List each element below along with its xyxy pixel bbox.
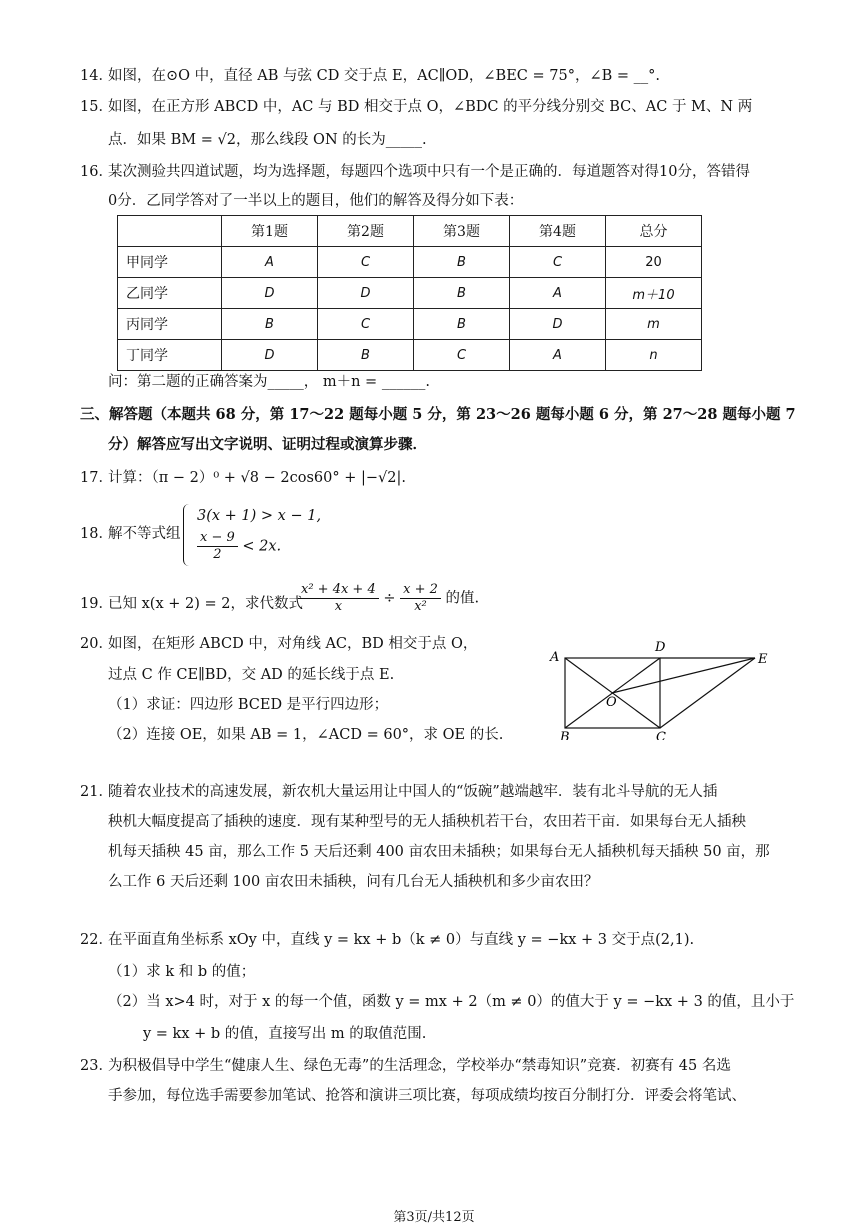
label-O: O [606,695,617,710]
question-19-expression [298,582,479,615]
page-footer: 第3页/共12页 [393,1210,475,1225]
question-number: 22． [80,932,113,948]
fraction-numerator: x + 2 [400,582,441,599]
label-C: C [656,730,666,740]
question-number: 19． [80,596,113,612]
table-cell: C [414,340,510,371]
table-cell: m＋10 [606,278,702,309]
question-text: 某次测验共四道试题，均为选择题，每题四个选项中只有一个是正确的．每道题答对得10分，答错得 [108,164,750,180]
question-16-ask: 问：第二题的正确答案为_____， m＋n = ______. [108,374,430,390]
label-A: A [550,650,560,665]
table-cell: B [318,340,414,371]
label-D: D [655,640,666,655]
question-15 [80,97,752,117]
fraction-numerator: x² + 4x + 4 [298,582,379,599]
table-cell: D [510,309,606,340]
table-row [118,309,702,340]
question-text: 如图，在正方形 ABCD 中，AC 与 BD 相交于点 O，∠BDC 的平分线分别交 BC、AC 于 M、N 两 [108,99,753,115]
question-text: 如图，在矩形 ABCD 中，对角线 AC，BD 相交于点 O， [108,636,478,652]
table-cell: C [318,247,414,278]
question-text: 解不等式组 [108,526,181,542]
question-19 [80,594,303,614]
question-18 [80,524,181,544]
question-number: 15． [80,99,113,115]
label-E: E [758,652,768,667]
table-cell: B [414,309,510,340]
table-cell: D [222,278,318,309]
question-text: 已知 x(x + 2) = 2，求代数式 [108,596,303,612]
table-header-cell: 第2题 [318,216,414,247]
question-text: 在平面直角坐标系 xOy 中，直线 y = kx + b（k ≠ 0）与直线 y = −kx + 3 交于点(2,1). [108,932,695,948]
table-cell: A [510,278,606,309]
question-17 [80,468,406,488]
inequality-rest: < 2x. [242,538,282,555]
table-header-cell: 第3题 [414,216,510,247]
section-heading: 三、解答题（本题共 68 分，第 17～22 题每小题 5 分，第 23～26 题每小题 6 分，第 27～28 题每小题 7 [80,406,796,423]
question-20 [80,634,477,654]
question-20-line2: 过点 C 作 CE∥BD，交 AD 的延长线于点 E. [108,667,395,683]
table-cell: D [222,340,318,371]
geometry-figure [540,635,780,740]
question-23-line2: 手参加，每位选手需要参加笔试、抢答和演讲三项比赛，每项成绩均按百分制打分．评委会将笔试、 [108,1088,746,1104]
table-header-row [118,216,702,247]
inequality-1: 3(x + 1) > x − 1, [197,508,322,524]
table-cell: C [318,309,414,340]
question-number: 20． [80,636,113,652]
question-22-part1: （1）求 k 和 b 的值； [108,964,256,980]
fraction [298,582,379,615]
fraction-denominator: x [334,599,343,614]
question-21-line4: 么工作 6 天后还剩 100 亩农田未插秧，问有几台无人插秧机和多少亩农田？ [108,874,599,890]
table-row-label: 丁同学 [118,340,222,371]
table-cell: A [510,340,606,371]
expression-suffix: 的值. [445,590,480,607]
fraction-denominator: 2 [213,547,222,562]
table-row [118,278,702,309]
question-number: 17． [80,470,113,486]
question-21 [80,782,717,802]
table-cell: B [414,278,510,309]
question-16 [80,162,750,182]
question-14 [80,66,660,86]
table-row [118,340,702,371]
table-cell: C [510,247,606,278]
question-20-part1: （1）求证：四边形 BCED 是平行四边形； [108,697,389,713]
answer-table [117,215,702,371]
fraction [197,530,238,563]
label-B: B [560,730,570,740]
question-text: 随着农业技术的高速发展，新农机大量运用让中国人的“饭碗”越端越牢．装有北斗导航的无人插 [108,784,718,800]
brace [183,504,194,566]
question-text: 如图，在⊙O 中，直径 AB 与弦 CD 交于点 E，AC∥OD，∠BEC = 75°，∠B = __°. [108,68,660,84]
table-row-label: 乙同学 [118,278,222,309]
question-number: 16． [80,164,113,180]
table-row-label: 甲同学 [118,247,222,278]
question-21-line3: 机每天插秧 45 亩，那么工作 5 天后还剩 400 亩农田未插秧；如果每台无人插秧机每天插秧 50 亩，那 [108,844,770,860]
question-number: 21． [80,784,113,800]
question-22-part2: （2）当 x>4 时，对于 x 的每一个值，函数 y = mx + 2（m ≠ 0）的值大于 y = −kx + 3 的值，且小于 [108,994,795,1010]
question-text: 为积极倡导中学生“健康人生、绿色无毒”的生活理念，学校举办“禁毒知识”竞赛．初赛有 45 名选 [108,1058,731,1074]
table-cell: m [606,309,702,340]
inequality-2 [197,530,281,563]
division-sign: ÷ [383,590,396,607]
question-21-line2: 秧机大幅度提高了插秧的速度．现有某种型号的无人插秧机若干台，农田若干亩．如果每台无人插秧 [108,814,746,830]
table-header-cell: 第4题 [510,216,606,247]
question-16-line2: 0分．乙同学答对了一半以上的题目，他们的解答及得分如下表： [108,193,524,209]
fraction-denominator: x² [414,599,427,614]
table-cell: D [318,278,414,309]
question-23 [80,1056,731,1076]
question-number: 18． [80,526,113,542]
table-cell: A [222,247,318,278]
question-number: 23． [80,1058,113,1074]
table-header-cell: 总分 [606,216,702,247]
table-cell: B [414,247,510,278]
question-22 [80,930,694,950]
table-cell: 20 [606,247,702,278]
table-cell: n [606,340,702,371]
question-15-line2: 点．如果 BM = √2，那么线段 ON 的长为_____. [108,132,427,148]
section-heading-line2: 分）解答应写出文字说明、证明过程或演算步骤． [108,436,427,453]
fraction [400,582,441,615]
table-cell: B [222,309,318,340]
table-header-cell: 第1题 [222,216,318,247]
table-header-cell [118,216,222,247]
table-row-label: 丙同学 [118,309,222,340]
fraction-numerator: x − 9 [197,530,238,547]
question-text: 计算：（π − 2）⁰ + √8 − 2cos60° + |−√2|. [108,470,406,486]
question-number: 14． [80,68,113,84]
question-20-part2: （2）连接 OE，如果 AB = 1，∠ACD = 60°，求 OE 的长. [108,727,504,743]
table-row [118,247,702,278]
question-22-part2-line2: y = kx + b 的值，直接写出 m 的取值范围. [143,1026,427,1042]
